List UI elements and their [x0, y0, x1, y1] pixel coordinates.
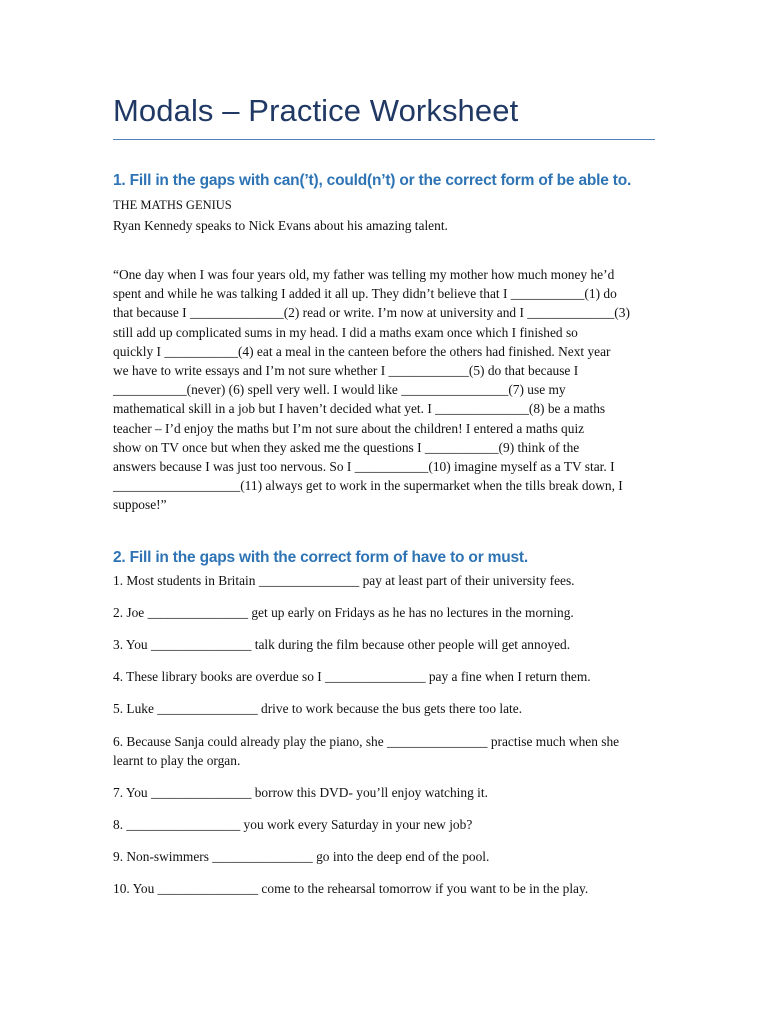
passage-line: suppose!” [113, 497, 167, 513]
passage-line: ___________________(11) always get to work in the supermarket when the tills break down, I [113, 478, 623, 494]
passage-line: quickly I ___________(4) eat a meal in the canteen before the others had finished. Next year [113, 343, 611, 359]
exercise-item: 10. You _______________ come to the rehearsal tomorrow if you want to be in the play. [113, 881, 589, 896]
passage-line: ___________(never) (6) spell very well. I would like ________________(7) use my [113, 382, 566, 398]
exercise-item: 1. Most students in Britain _______________ pay at least part of their university fees. [113, 573, 575, 588]
story-title: THE MATHS GENIUS [113, 198, 232, 212]
passage-line: spent and while he was talking I added it all up. They didn’t believe that I ___________(1) do [113, 286, 617, 302]
exercise-item: 7. You _______________ borrow this DVD- you’ll enjoy watching it. [113, 785, 488, 800]
section1-heading: 1. Fill in the gaps with can(’t), could(n’t) or the correct form of be able to. [113, 172, 632, 189]
passage-line: teacher – I’d enjoy the maths but I’m not sure about the children! I entered a maths quiz [113, 420, 585, 436]
page-title: Modals – Practice Worksheet [113, 93, 519, 128]
passage-line: answers because I was just too nervous. So I ___________(10) imagine myself as a TV star. I [113, 458, 615, 474]
passage-line: that because I ______________(2) read or write. I’m now at university and I _____________(3) [113, 305, 630, 321]
passage-line: still add up complicated sums in my head. I did a maths exam once which I finished so [113, 324, 578, 340]
section2-heading: 2. Fill in the gaps with the correct form of have to or must. [113, 549, 528, 566]
exercise-item: 4. These library books are overdue so I _______________ pay a fine when I return them. [113, 669, 591, 684]
exercise-item: 5. Luke _______________ drive to work because the bus gets there too late. [113, 701, 523, 716]
passage-line: show on TV once but when they asked me the questions I ___________(9) think of the [113, 439, 580, 455]
exercise-item: 3. You _______________ talk during the film because other people will get annoyed. [113, 637, 571, 652]
passage-line: “One day when I was four years old, my father was telling my mother how much money he’d [113, 267, 615, 282]
exercise-item: 8. _________________ you work every Saturday in your new job? [113, 817, 473, 832]
exercise-item: 9. Non-swimmers _______________ go into the deep end of the pool. [113, 849, 490, 864]
exercise-item: 2. Joe _______________ get up early on Fridays as he has no lectures in the morning. [113, 605, 574, 620]
exercise-item: 6. Because Sanja could already play the piano, she _______________ practise much when she [113, 734, 620, 749]
exercise-item-continuation: learnt to play the organ. [113, 753, 241, 768]
passage-line: we have to write essays and I’m not sure whether I ____________(5) do that because I [113, 362, 579, 378]
passage [113, 265, 655, 514]
passage-line: mathematical skill in a job but I haven’t decided what yet. I ______________(8) be a maths [113, 401, 606, 417]
title-underline [113, 139, 655, 140]
story-intro: Ryan Kennedy speaks to Nick Evans about his amazing talent. [113, 218, 448, 233]
